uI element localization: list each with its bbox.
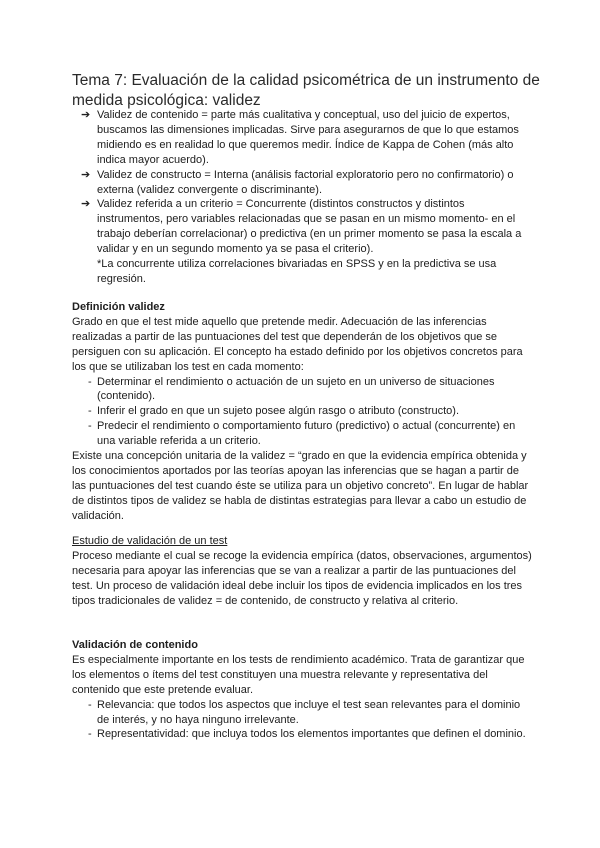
list-item-text: Determinar el rendimiento o actuación de un sujeto en un universo de situaciones (contenido). <box>97 375 495 403</box>
dash-bullet: - <box>88 375 92 388</box>
list-item <box>72 419 532 449</box>
section-heading: Definición validez <box>72 301 165 313</box>
arrow-icon: ➔ <box>81 109 91 121</box>
section-paragraph: Existe una concepción unitaria de la validez = “grado en que la evidencia empírica obtenida y los conocimientos aportados por las teorías apoyan las inferencias que se hagan a partir de las puntuaciones del test cuando éste se utiliza para un objetivo concreto”. En lugar de hablar de distintos tipos de validez se habla de distintas estrategias para llevar a cabo un estudio de validación. <box>72 450 529 522</box>
section-paragraph: Es especialmente importante en los tests de rendimiento académico. Trata de garantizar que los elementos o ítems del test constituyen una muestra relevante y representativa del contenido que este pretende evaluar. <box>72 653 525 696</box>
section-paragraph: Grado en que el test mide aquello que pretende medir. Adecuación de las inferencias realizadas a partir de las puntuaciones del test que dependerán de los objetivos que se persiguen con su aplicación. El concepto ha estado definido por los objetivos concretos para los que se utilizaban los test en cada momento: <box>72 315 523 373</box>
list-item-text: Relevancia: que todos los aspectos que incluye el test sean relevantes para el dominio de interés, y no haya ninguno irrelevante. <box>97 698 521 726</box>
page-title: Tema 7: Evaluación de la calidad psicométrica de un instrumento de medida psicológica: validez <box>72 72 540 109</box>
definicion-list <box>72 375 532 450</box>
list-item <box>72 197 532 257</box>
arrow-icon: ➔ <box>81 198 91 211</box>
section-paragraph: Proceso mediante el cual se recoge la evidencia empírica (datos, observaciones, argumentos) necesaria para apoyar las inferencias que se van a realizar a partir de las puntuaciones del test. Un proceso de validación ideal debe incluir los tipos de evidencia implicados en los tres tipos tradicionales de validez = de contenido, de constructo y relativa al criterio. <box>72 549 532 607</box>
list-item <box>72 108 532 168</box>
dash-bullet: - <box>88 728 92 741</box>
list-item-text: Inferir el grado en que un sujeto posee algún rasgo o atributo (constructo). <box>97 405 460 418</box>
dash-bullet: - <box>88 405 92 418</box>
types-note: *La concurrente utiliza correlaciones bivariadas en SPSS y en la predictiva se usa regresión. <box>97 258 497 285</box>
estudio-section <box>72 534 532 609</box>
dash-bullet: - <box>88 698 92 711</box>
list-item-text: Predecir el rendimiento o comportamiento futuro (predictivo) o actual (concurrente) en una variable referida a un criterio. <box>97 420 516 448</box>
list-item-text: Representatividad: que incluya todos los elementos importantes que definen el dominio. <box>97 728 526 741</box>
contenido-section <box>72 638 532 742</box>
list-item-text: Validez de constructo = Interna (análisis factorial exploratorio pero no confirmatorio) o externa (validez convergente o discriminante). <box>97 168 514 196</box>
section-subheading: Estudio de validación de un test <box>72 535 228 547</box>
list-item-text: Validez referida a un criterio = Concurrente (distintos constructos y distintos instrumentos, pero variables relacionadas que se pasan en un mismo momento- en el trabajo deberían correlacionar) o predictiva (en un primer momento se pasa la escala a validar y en un segundo momento ya se pasa el criterio). <box>97 198 522 256</box>
validity-types-list <box>72 108 532 287</box>
dash-bullet: - <box>88 420 92 433</box>
list-item <box>72 375 532 405</box>
contenido-list <box>72 698 532 743</box>
list-item <box>72 698 532 728</box>
list-item-text: Validez de contenido = parte más cualitativa y conceptual, uso del juicio de expertos, buscamos las dimensiones implicadas. Sirve para asegurarnos de que lo que estamos midiendo es en realidad lo que queremos medir. Índice de Kappa de Cohen (más alto indica mayor acuerdo). <box>97 109 519 166</box>
definicion-section <box>72 300 532 524</box>
list-item <box>72 168 532 198</box>
list-item <box>72 404 532 419</box>
list-item <box>72 727 532 742</box>
section-heading: Validación de contenido <box>72 639 198 651</box>
arrow-icon: ➔ <box>81 168 91 181</box>
